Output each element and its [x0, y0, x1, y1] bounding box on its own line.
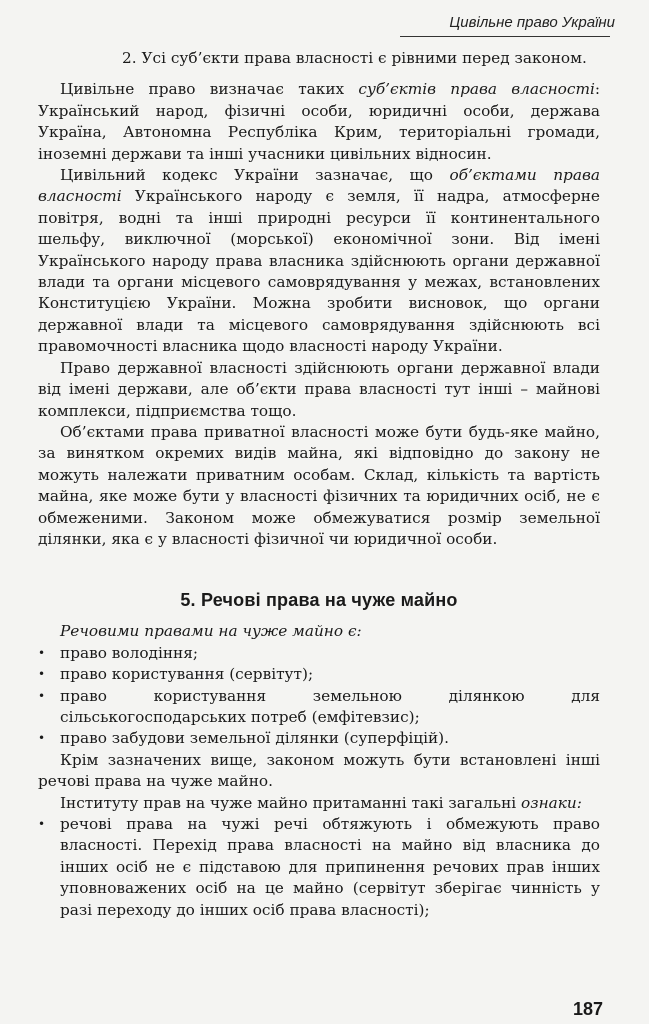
- bullet-icon: •: [38, 817, 46, 831]
- list-item-text: право забудови земельної ділянки (суперфіцій).: [60, 729, 450, 748]
- bullet-icon: •: [38, 731, 46, 746]
- list-item-text: право користування (сервітут);: [60, 665, 314, 684]
- paragraph-private-property: Об’єктами права приватної власності може бути будь-яке майно, за винятком окремих видів майна, які відповідно до закону не можуть належати приватним особам. Склад, кількість та вартість майна, яке може бути у власності фізичних та юридичних осіб, не є обмеженими. Законом може обмежуватися розмір земельної ділянки, яка є у власності фізичної чи юридичної особи.: [38, 422, 600, 548]
- term-features: ознаки:: [521, 793, 582, 812]
- rights-list: [38, 643, 600, 750]
- list-item-text: право володіння;: [60, 643, 199, 662]
- list-item: [38, 686, 600, 729]
- term-objects: об’єктами права власності: [38, 166, 600, 206]
- paragraph-text: Інституту прав на чуже майно притаманні такі загальні: [60, 793, 522, 812]
- list-item: [38, 664, 600, 685]
- list-item-text: речові права на чужі речі обтяжують і обмежують право власності. Перехід права власності на майно від власника до інших осіб не є підставою для припинення речових прав інших уповноважених осіб на це майно (сервітут зберігає чинність у разі переходу до інших осіб права власності);: [60, 815, 600, 919]
- page-number: 187: [572, 999, 603, 1019]
- paragraph-state-property: Право державної власності здійснюють органи державної влади від імені держави, але об’єкти права власності тут інші – майнові комплекси, підприємства тощо.: [38, 358, 600, 420]
- term-subjects: суб’єктів права власності: [358, 80, 595, 99]
- running-header: Цивільне право України: [449, 14, 615, 31]
- paragraph-point-2: 2. Усі суб’єкти права власності є рівними перед законом.: [122, 49, 587, 67]
- list-intro: Речовими правами на чуже майно є:: [60, 622, 362, 641]
- list-item: [38, 814, 600, 921]
- bullet-icon: •: [38, 667, 46, 682]
- paragraph-other-rights: Крім зазначених вище, законом можуть бути встановлені інші речові права на чуже майно.: [38, 750, 600, 791]
- list-item: [38, 728, 600, 749]
- paragraph-text: Цивільний кодекс України зазначає, що: [60, 166, 450, 185]
- header-divider: [400, 36, 610, 37]
- features-list: [38, 814, 600, 921]
- paragraph-text: Українського народу є земля, її надра, атмосферне повітря, водні та інші природні ресурси її континентального шельфу, виключної (морської) економічної зони. Від імені Українського народу права власника здійснюють органи державної влади та органи місцевого самоврядування у межах, встановлених Конституцією України. Можна зробити висновок, що органи державної влади та місцевого самоврядування здійснюють всі правомочності власника щодо власності народу України.: [38, 187, 600, 356]
- page-body: [38, 48, 600, 921]
- bullet-icon: •: [38, 688, 46, 703]
- list-item-text: право користування земельною ділянкою для сільськогосподарських потреб (емфітевзис);: [60, 686, 600, 726]
- bullet-icon: •: [38, 645, 46, 660]
- section-heading: 5. Речові права на чуже майно: [180, 590, 458, 611]
- paragraph-text: Цивільне право визначає таких: [60, 80, 359, 99]
- list-item: [38, 643, 600, 664]
- paragraph-subjects: [38, 79, 600, 165]
- paragraph-objects: [38, 165, 600, 358]
- paragraph-text: : Український народ, фізичні особи, юридичні особи, держава Україна, Автономна Республіка Крим, територіальні громади, іноземні держави та інші учасники цивільних відносин.: [38, 80, 600, 163]
- paragraph-features: [38, 793, 600, 814]
